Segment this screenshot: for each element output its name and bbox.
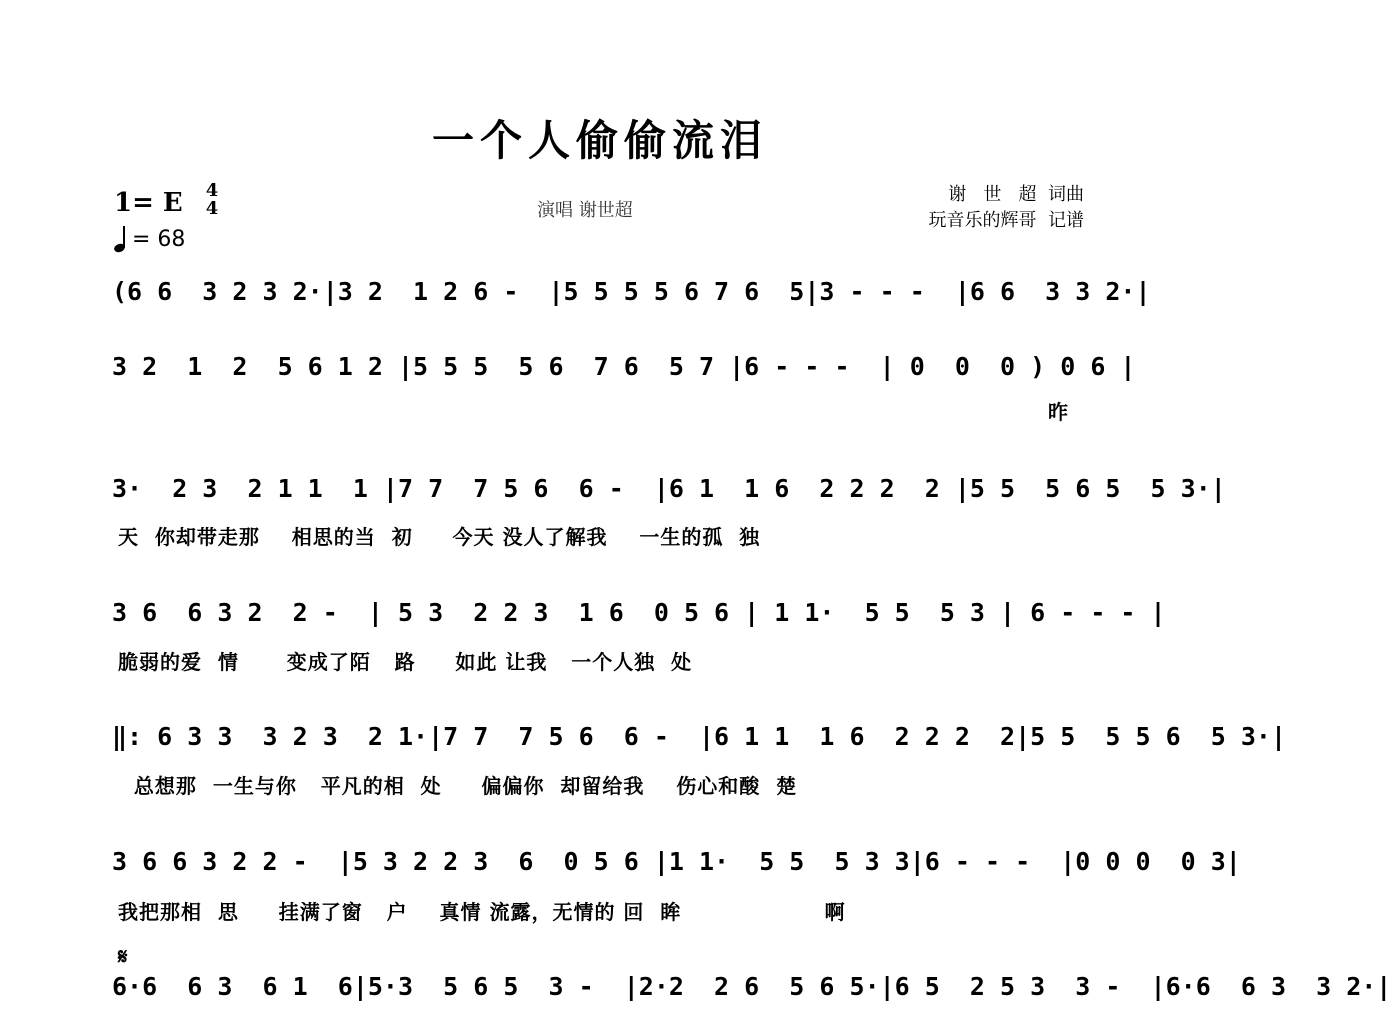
credits [929, 182, 1084, 234]
singer-credit: 演唱 谢世超 [537, 200, 633, 221]
key-signature: 1= E [114, 188, 183, 218]
transcriber-credit: 玩音乐的辉哥 记谱 [928, 210, 1084, 231]
score-line: (6 6 3 2 3 2·|3 2 1 2 6 - |5 5 5 5 6 7 6 5|3 - - - |6 6 3 3 2·| [112, 277, 1151, 306]
score-line: 6·6 6 3 6 1 6|5·3 5 6 5 3 - |2·2 2 6 5 6 5·|6 5 2 5 3 3 - |6·6 6 3 3 2·| [112, 972, 1391, 1001]
score-line: 3 6 6 3 2 2 - |5 3 2 2 3 6 0 5 6 |1 1· 5 5 5 3 3|6 - - - |0 0 0 0 3| [112, 847, 1241, 876]
composer-credit: 谢 世 超 词曲 [948, 184, 1084, 205]
tempo-value: = 68 [132, 226, 186, 252]
lyric-line: 昨 [1048, 400, 1069, 424]
time-signature [200, 182, 224, 218]
tempo-marking [114, 226, 185, 252]
score-line: 3· 2 3 2 1 1 1 |7 7 7 5 6 6 - |6 1 1 6 2 2 2 2 |5 5 5 6 5 5 3·| [112, 474, 1226, 503]
lyric-line: 总想那 一生与你 平凡的相 处 偏偏你 却留给我 伤心和酸 楚 [118, 774, 798, 798]
lyric-line: 天 你却带走那 相思的当 初 今天 没人了解我 一生的孤 独 [118, 525, 761, 549]
score-line: ‖: 6 3 3 3 2 3 2 1·|7 7 7 5 6 6 - |6 1 1 1 6 2 2 2 2|5 5 5 5 6 5 3·| [112, 722, 1286, 751]
quarter-note-icon [114, 226, 130, 252]
score-line: 3 6 6 3 2 2 - | 5 3 2 2 3 1 6 0 5 6 | 1 1· 5 5 5 3 | 6 - - - | [112, 598, 1166, 627]
time-denominator: 4 [205, 198, 219, 219]
time-numerator: 4 [205, 180, 219, 201]
song-title: 一个人偷偷流泪 [431, 116, 768, 165]
score-line: 3 2 1 2 5 6 1 2 |5 5 5 5 6 7 6 5 7 |6 - - - | 0 0 0 ) 0 6 | [112, 352, 1136, 381]
segno-sign: 𝄋 [118, 944, 128, 970]
lyric-line: 脆弱的爱 情 变成了陌 路 如此 让我 一个人独 处 [118, 650, 693, 674]
lyric-line: 我把那相 思 挂满了窗 户 真情 流露，无情的 回 眸 啊 [118, 900, 846, 924]
